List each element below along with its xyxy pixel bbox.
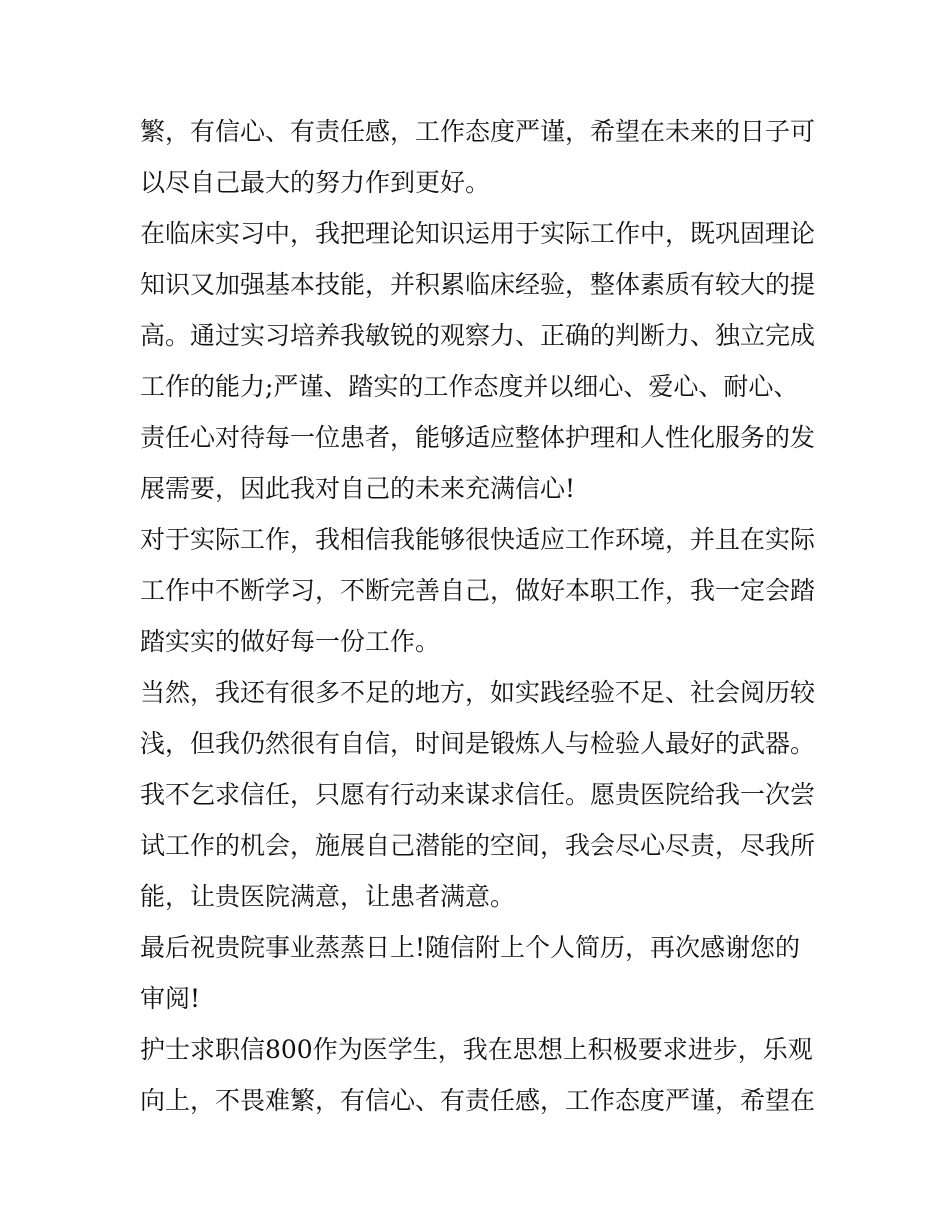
paragraph-closing: 最后祝贵院事业蒸蒸日上!随信附上个人简历，再次感谢您的审阅! [140, 933, 801, 1013]
paragraph-next-letter: 护士求职信800作为医学生，我在思想上积极要求进步，乐观向上，不畏难繁，有信心、有责任感，工作态度严谨，希望在 [140, 1035, 816, 1115]
paragraph-shortcomings: 当然，我还有很多不足的地方，如实践经验不足、社会阅历较浅，但我仍然很有自信，时间是锻炼人与检验人最好的武器。我不乞求信任，只愿有行动来谋求信任。愿贵医院给我一次尝试工作的机会，施展自己潜能的空间，我会尽心尽责，尽我所能，让贵医院满意，让患者满意。 [140, 678, 816, 911]
paragraph-practical-work: 对于实际工作，我相信我能够很快适应工作环境，并且在实际工作中不断学习，不断完善自己，做好本职工作，我一定会踏踏实实的做好每一份工作。 [140, 525, 816, 656]
document-body [140, 106, 820, 1126]
paragraph-continuation: 繁，有信心、有责任感，工作态度严谨，希望在未来的日子可以尽自己最大的努力作到更好。 [140, 117, 816, 197]
paragraph-clinical-internship: 在临床实习中，我把理论知识运用于实际工作中，既巩固理论知识又加强基本技能，并积累临床经验，整体素质有较大的提高。通过实习培养我敏锐的观察力、正确的判断力、独立完成工作的能力;严谨、踏实的工作态度并以细心、爱心、耐心、责任心对待每一位患者，能够适应整体护理和人性化服务的发展需要，因此我对自己的未来充满信心! [140, 219, 816, 503]
